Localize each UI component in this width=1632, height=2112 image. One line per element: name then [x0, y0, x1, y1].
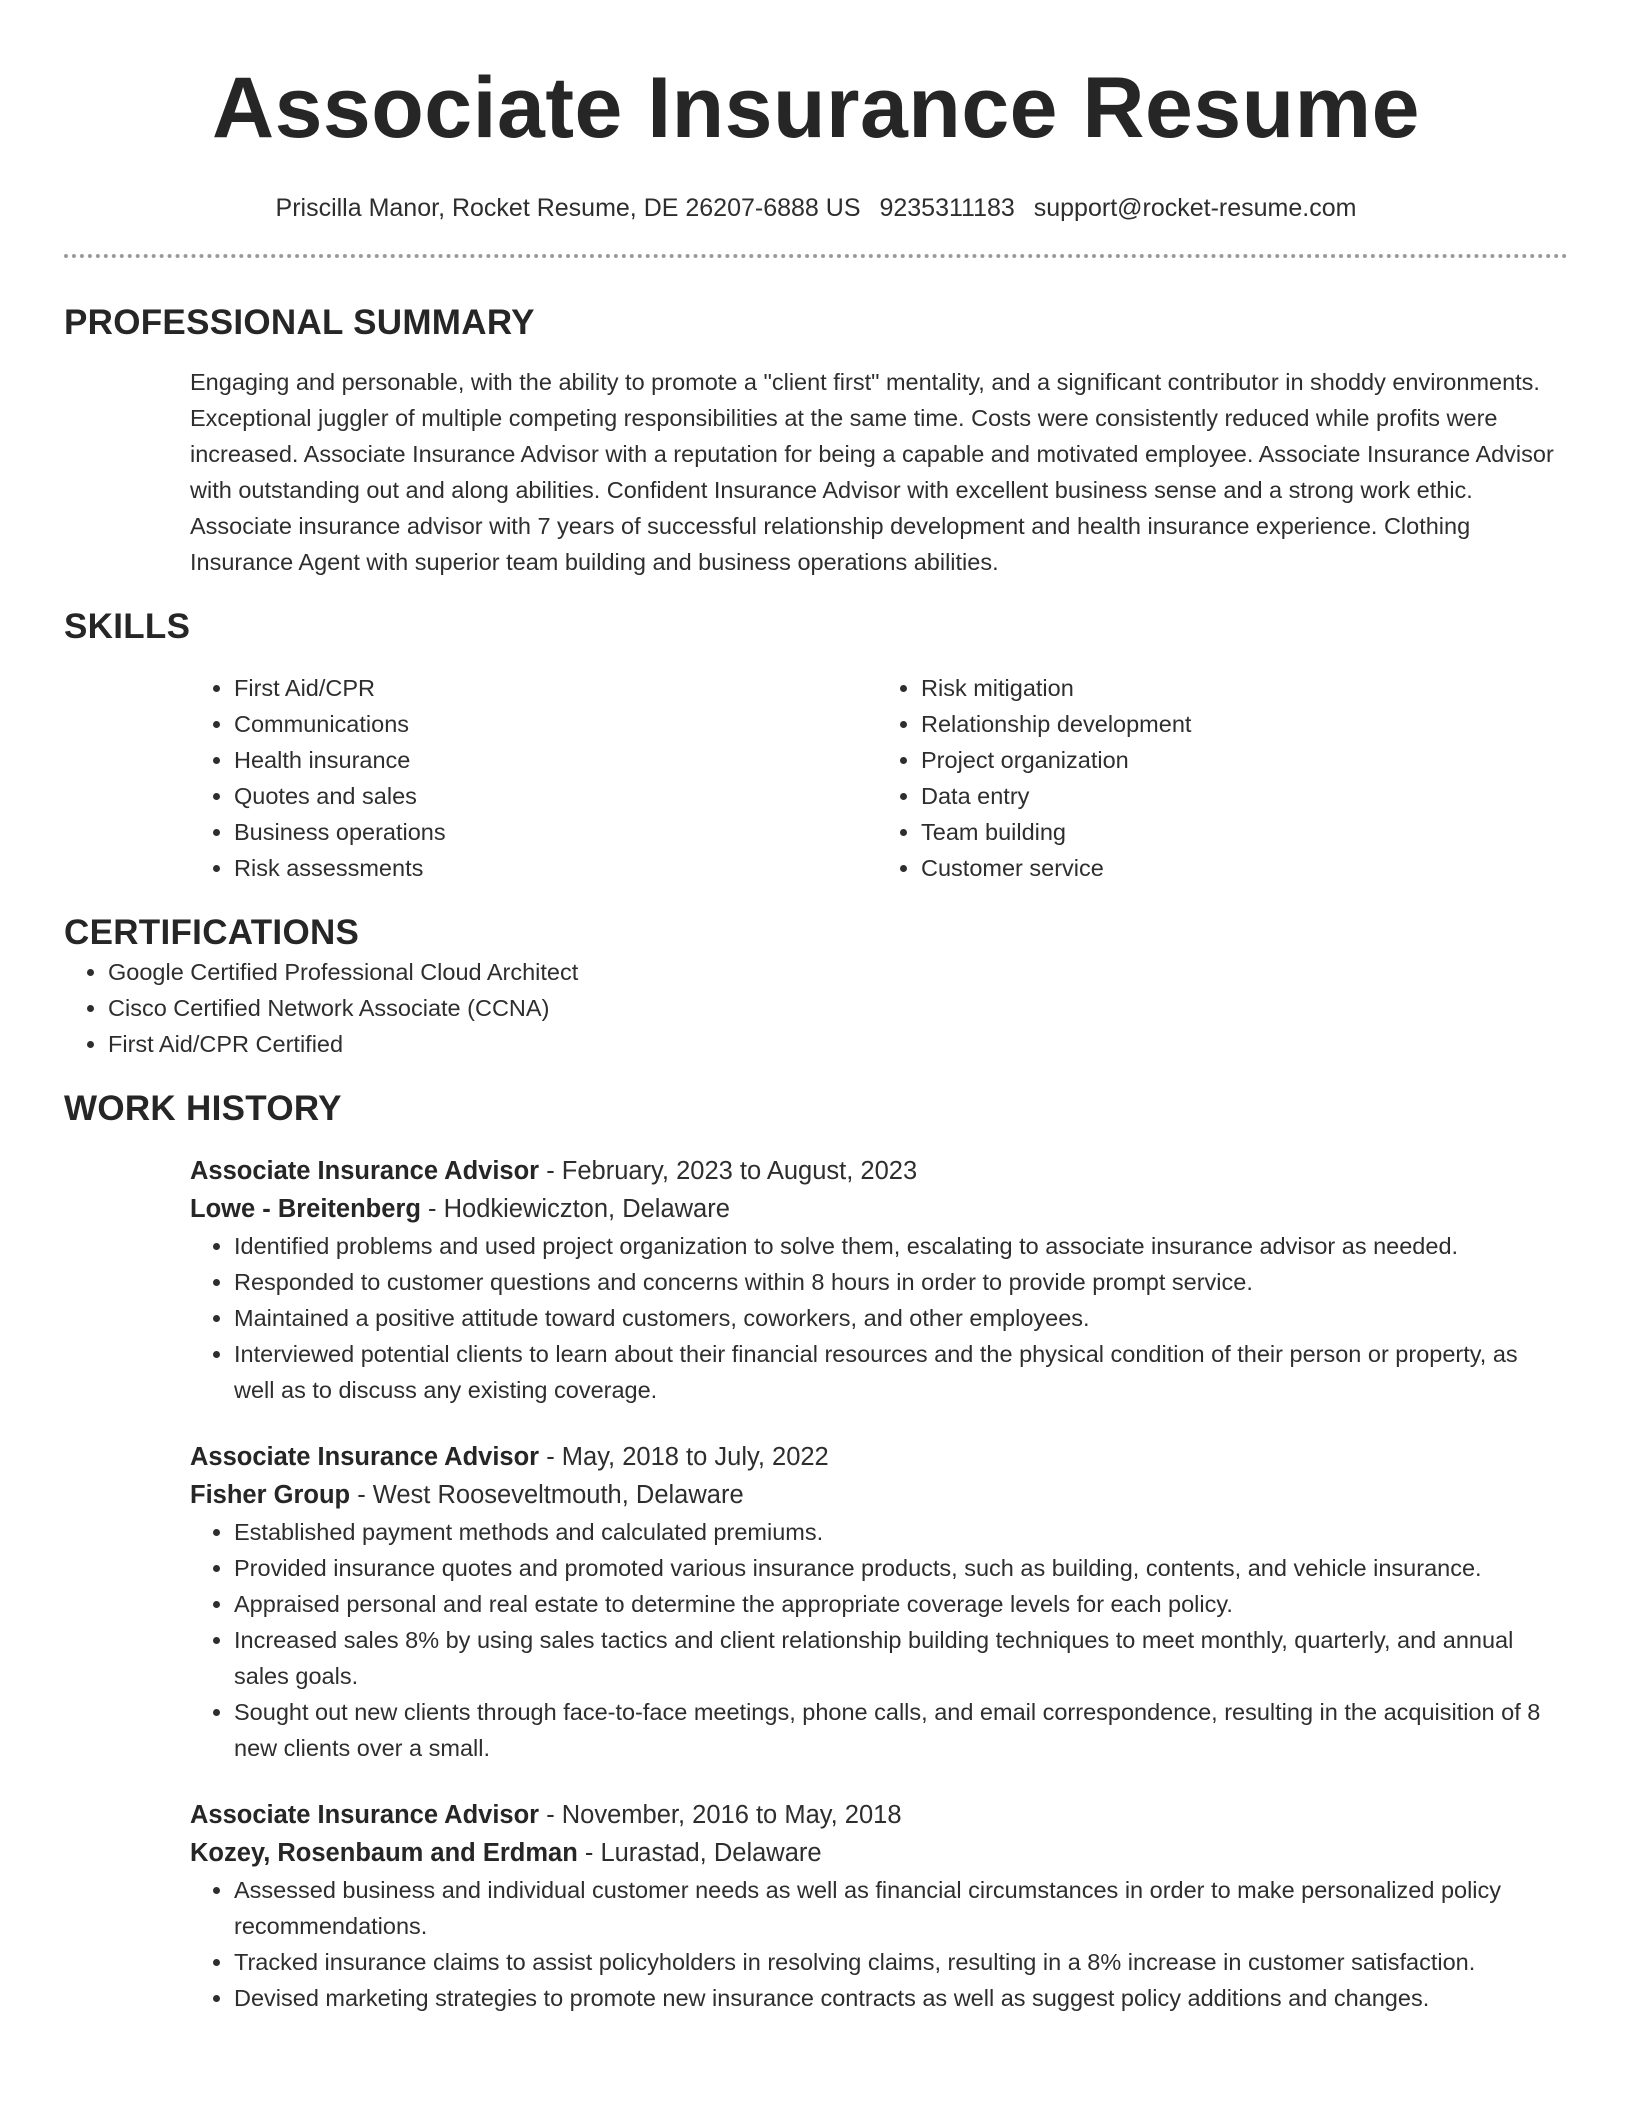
job-title: Associate Insurance Advisor: [190, 1443, 540, 1471]
skill-item: • Risk assessments: [234, 850, 877, 886]
skill-item: • Customer service: [921, 850, 1564, 886]
skill-item: • Risk mitigation: [921, 670, 1564, 706]
job-company-line: [190, 1190, 1564, 1228]
certification-item: • Cisco Certified Network Associate (CCNA): [108, 990, 1568, 1026]
job-entry: [190, 1438, 1564, 1766]
job-location: - Lurastad, Delaware: [577, 1839, 822, 1867]
certification-item: • Google Certified Professional Cloud Architect: [108, 954, 1568, 990]
contact-address: Priscilla Manor, Rocket Resume, DE 26207-6888 US: [275, 194, 861, 222]
skill-item: • First Aid/CPR: [234, 670, 877, 706]
job-bullet: • Increased sales 8% by using sales tactics and client relationship building techniques to meet monthly, quarterly, and annual sales goals.: [234, 1622, 1564, 1694]
certifications-heading: CERTIFICATIONS: [64, 913, 360, 952]
job-location: - West Rooseveltmouth, Delaware: [350, 1481, 744, 1509]
job-bullets: [190, 1872, 1564, 2016]
job-company: Fisher Group: [190, 1481, 351, 1509]
job-entry: [190, 1152, 1564, 1408]
skill-item: • Business operations: [234, 814, 877, 850]
skill-item: • Team building: [921, 814, 1564, 850]
summary-text: Engaging and personable, with the ability to promote a "client first" mentality, and a significant contributor in shoddy environments. Exceptional juggler of multiple competing responsibilities at the same time. Costs were consistently reduced while profits were increased. Associate Insurance Advisor with a reputation for being a capable and motivated employee. Associate Insurance Advisor with outstanding out and along abilities. Confident Insurance Advisor with excellent business sense and a strong work ethic. Associate insurance advisor with 7 years of successful relationship development and health insurance experience. Clothing Insurance Agent with superior team building and business operations abilities.: [190, 369, 1554, 575]
job-company: Lowe - Breitenberg: [190, 1195, 421, 1223]
certifications-section: [64, 912, 1568, 1062]
job-dates: - November, 2016 to May, 2018: [539, 1801, 902, 1829]
skill-item: • Project organization: [921, 742, 1564, 778]
job-bullet: • Sought out new clients through face-to-face meetings, phone calls, and email correspondence, resulting in the acquisition of 8 new clients over a small.: [234, 1694, 1564, 1766]
job-bullet: • Responded to customer questions and concerns within 8 hours in order to provide prompt service.: [234, 1264, 1564, 1300]
job-title: Associate Insurance Advisor: [190, 1801, 540, 1829]
skills-grid: [190, 670, 1564, 886]
job-bullet: • Maintained a positive attitude toward customers, coworkers, and other employees.: [234, 1300, 1564, 1336]
job-entry: [190, 1796, 1564, 2016]
header-divider: [64, 254, 1568, 258]
page-title: Associate Insurance Resume: [212, 60, 1420, 156]
contact-phone: 9235311183: [879, 194, 1015, 222]
job-location: - Hodkiewiczton, Delaware: [420, 1195, 730, 1223]
job-bullet: • Interviewed potential clients to learn about their financial resources and the physical condition of their person or property, as well as to discuss any existing coverage.: [234, 1336, 1564, 1408]
job-title: Associate Insurance Advisor: [190, 1157, 540, 1185]
certifications-list: [64, 954, 1568, 1062]
job-dates: - May, 2018 to July, 2022: [539, 1443, 829, 1471]
job-bullet: • Assessed business and individual customer needs as well as financial circumstances in order to make personalized policy recommendations.: [234, 1872, 1564, 1944]
work-history-section: [64, 1088, 1568, 2016]
contact-email: support@rocket-resume.com: [1033, 194, 1357, 222]
job-bullet: • Tracked insurance claims to assist policyholders in resolving claims, resulting in a 8% increase in customer satisfaction.: [234, 1944, 1564, 1980]
job-title-line: [190, 1438, 1564, 1476]
skill-item: • Health insurance: [234, 742, 877, 778]
job-title-line: [190, 1796, 1564, 1834]
job-bullet: • Appraised personal and real estate to determine the appropriate coverage levels for each policy.: [234, 1586, 1564, 1622]
job-company-line: [190, 1476, 1564, 1514]
job-bullet: • Identified problems and used project organization to solve them, escalating to associate insurance advisor as needed.: [234, 1228, 1564, 1264]
skills-list-left: [190, 670, 877, 886]
job-bullet: • Devised marketing strategies to promote new insurance contracts as well as suggest policy additions and changes.: [234, 1980, 1564, 2016]
skill-item: • Communications: [234, 706, 877, 742]
skills-heading: SKILLS: [64, 607, 191, 646]
skill-item: • Quotes and sales: [234, 778, 877, 814]
job-dates: - February, 2023 to August, 2023: [539, 1157, 918, 1185]
certification-item: • First Aid/CPR Certified: [108, 1026, 1568, 1062]
skill-item: • Relationship development: [921, 706, 1564, 742]
job-bullets: [190, 1228, 1564, 1408]
summary-heading: PROFESSIONAL SUMMARY: [64, 303, 535, 342]
job-bullet: • Provided insurance quotes and promoted various insurance products, such as building, contents, and vehicle insurance.: [234, 1550, 1564, 1586]
summary-section: [64, 302, 1568, 580]
job-bullet: • Established payment methods and calculated premiums.: [234, 1514, 1564, 1550]
job-title-line: [190, 1152, 1564, 1190]
resume-page: [64, 0, 1568, 2112]
job-company: Kozey, Rosenbaum and Erdman: [190, 1839, 578, 1867]
skills-section: [64, 606, 1568, 886]
skill-item: • Data entry: [921, 778, 1564, 814]
work-history-heading: WORK HISTORY: [64, 1089, 342, 1128]
job-bullets: [190, 1514, 1564, 1766]
skills-list-right: [877, 670, 1564, 886]
job-company-line: [190, 1834, 1564, 1872]
contact-line: [64, 192, 1568, 224]
